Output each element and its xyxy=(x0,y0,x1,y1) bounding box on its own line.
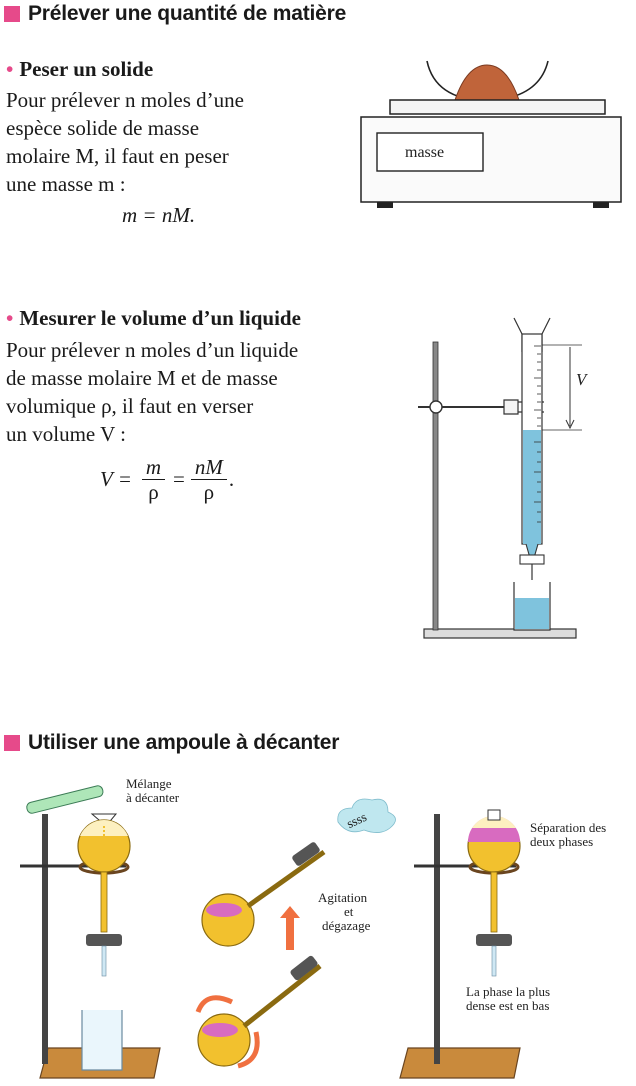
solid-line-3: molaire M, il faut en peser xyxy=(6,144,229,168)
liquid-line-1: Pour prélever n moles d’un liquide xyxy=(6,338,299,362)
solid-heading-text: Peser un solide xyxy=(19,57,154,81)
solid-formula: m = nM. xyxy=(122,203,196,227)
solid-line-2: espèce solide de masse xyxy=(6,116,200,140)
flask-shake-2 xyxy=(198,1014,250,1066)
wood-base-right xyxy=(400,1048,520,1078)
solid-sample xyxy=(455,65,519,100)
fraction-1-num: m xyxy=(142,455,165,480)
agitation-label-1: Agitation xyxy=(318,890,368,905)
liquid-line-3: volumique ρ, il faut en verser xyxy=(6,394,254,418)
solid-heading xyxy=(6,57,153,82)
burette-figure xyxy=(410,312,590,642)
liquid-paragraph xyxy=(6,336,298,448)
melange-label-1: Mélange xyxy=(126,776,172,791)
agitation-label-2: et xyxy=(344,904,354,919)
gas-label: ssss xyxy=(344,808,369,832)
balance-display-label: masse xyxy=(405,144,445,161)
agitation-label-3: dégazage xyxy=(322,918,371,933)
balance-foot-left xyxy=(377,202,393,208)
balance-figure xyxy=(355,55,625,215)
section-marker-icon xyxy=(4,735,20,751)
stopcock-right xyxy=(476,934,512,946)
balance-foot-right xyxy=(593,202,609,208)
flask-shake-1 xyxy=(202,894,254,946)
liquid-heading-text: Mesurer le volume d’un liquide xyxy=(19,306,301,330)
stopcock-left xyxy=(86,934,122,946)
section-title-1-text: Prélever une quantité de matière xyxy=(28,2,347,25)
fraction-1 xyxy=(142,455,165,504)
beaker-left xyxy=(82,1010,122,1070)
liquid-line-4: un volume V : xyxy=(6,422,126,446)
clamp-boss xyxy=(430,401,442,413)
bullet-icon: • xyxy=(6,306,14,330)
rotation-arrow xyxy=(198,998,232,1012)
burette-stopcock xyxy=(520,555,544,564)
liquid-formula xyxy=(100,455,234,504)
volume-label: V xyxy=(576,370,587,389)
solid-line-4: une masse m : xyxy=(6,172,126,196)
section-title-2-text: Utiliser une ampoule à décanter xyxy=(28,731,340,754)
section-title-2 xyxy=(4,729,339,757)
balance-plate xyxy=(390,100,605,114)
liquid-line-2: de masse molaire M et de masse xyxy=(6,366,278,390)
fraction-2-den: ρ xyxy=(203,480,215,504)
solid-line-1: Pour prélever n moles d’une xyxy=(6,88,244,112)
stand-rod-left xyxy=(42,814,48,1064)
formula-end: . xyxy=(228,467,235,491)
test-tube xyxy=(26,785,104,815)
solid-paragraph xyxy=(6,86,244,198)
bullet-icon: • xyxy=(6,57,14,81)
fraction-1-den: ρ xyxy=(148,480,159,504)
separation-label-1: Séparation des xyxy=(530,820,607,835)
stand-rod xyxy=(433,342,438,630)
dense-label-1: La phase la plus xyxy=(466,984,551,999)
formula-lhs: V = xyxy=(100,467,132,491)
dense-label-2: dense est en bas xyxy=(466,998,550,1013)
stand-base xyxy=(424,629,576,638)
separatory-funnel-figure xyxy=(0,770,636,1086)
up-arrow xyxy=(280,906,300,950)
beaker-liquid xyxy=(515,598,549,629)
fraction-2 xyxy=(191,455,227,504)
section-title-1 xyxy=(4,0,346,28)
fraction-2-num: nM xyxy=(191,455,227,480)
stand-rod-right xyxy=(434,814,440,1064)
liquid-heading xyxy=(6,306,301,331)
section-marker-icon xyxy=(4,6,20,22)
burette-liquid xyxy=(523,430,541,544)
separation-label-2: deux phases xyxy=(530,834,594,849)
melange-label-2: à décanter xyxy=(126,790,180,805)
formula-equals: = xyxy=(173,467,185,491)
